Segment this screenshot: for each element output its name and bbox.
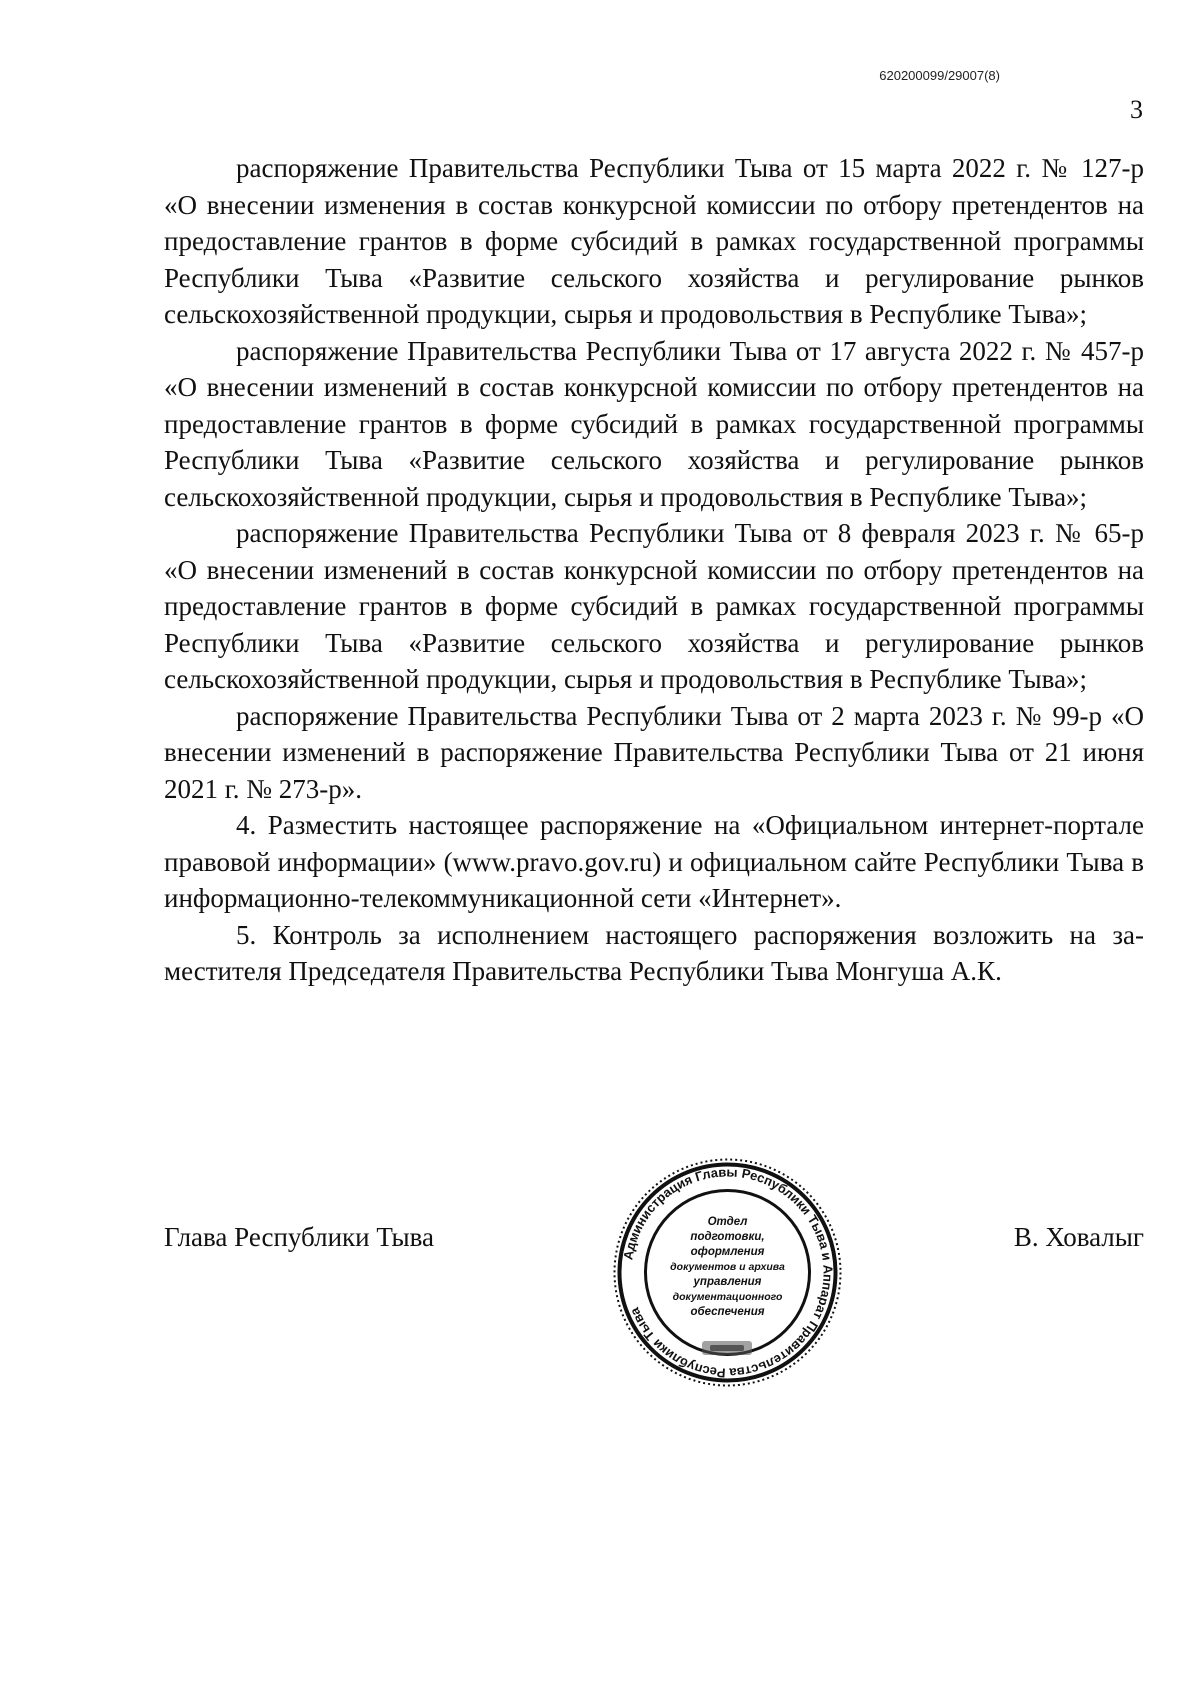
paragraph-order-127: распоряжение Правительства Республики Тыва от 15 марта 2022 г. № 127-р «О внесении изменения в состав конкурсной комиссии по отбору претендентов на предоставление грантов в форме субсидий в рамках государственной программы Республики Тыва «Развитие сельского хозяйства и регулирование рынков сельскохозяйственной продукции, сырья и продовольствия в Республике Тыва»; bbox=[164, 153, 1144, 329]
signatory-name: В. Ховалыг bbox=[1013, 1222, 1144, 1252]
paragraph-order-457: распоряжение Правительства Республики Тыва от 17 августа 2022 г. № 457-р «О внесении изменений в состав конкурсной комиссии по отбору претендентов на предоставление грантов в форме субсидий в рамках государственной программы Республики Тыва «Развитие сельского хозяйства и регулирование рынков сельскохозяйственной продукции, сырья и продовольствия в Республике Тыва»; bbox=[164, 335, 1144, 512]
seal-center-line: документов и архива bbox=[670, 1261, 785, 1273]
seal-center-line: оформления bbox=[690, 1246, 765, 1258]
seal-center-line: управления bbox=[693, 1276, 762, 1288]
paragraph-order-99: распоряжение Правительства Республики Тыва от 2 марта 2023 г. № 99-р «О внесении изменений в распоряжение Правительства Республики Тыва от 21 июня 2021 г. № 273-р». bbox=[164, 700, 1144, 804]
official-seal-stamp bbox=[610, 1155, 845, 1390]
signatory-title: Глава Республики Тыва bbox=[164, 1222, 435, 1252]
document-body bbox=[164, 150, 1144, 990]
seal-center-line: обеспечения bbox=[690, 1306, 765, 1318]
seal-ring-text: Администрация Главы Республики Тыва и Аппарат Правительства Республики Тыва bbox=[620, 1164, 836, 1381]
paragraph-item-5: 5. Контроль за исполнением настоящего распоряжения возложить на заместителя Председателя Правительства Республики Тыва Монгуша А.К. bbox=[164, 919, 1144, 986]
seal-center-line: Отдел bbox=[707, 1216, 748, 1228]
paragraph-item-4: 4. Разместить настоящее распоряжение на «Официальном интернет-портале правовой информации» (www.pravo.gov.ru) и официальном сайте Республики Тыва в информационно-телекоммуникационной сети «Интернет». bbox=[164, 810, 1144, 913]
seal-emblem-smudge bbox=[702, 1341, 752, 1355]
seal-center-text bbox=[670, 1216, 785, 1318]
seal-center-line: подготовки, bbox=[690, 1231, 765, 1243]
document-registration-code: 620200099/29007(8) bbox=[879, 68, 1000, 83]
page-number: 3 bbox=[1130, 95, 1143, 124]
seal-center-line: документационного bbox=[672, 1291, 783, 1303]
paragraph-order-65: распоряжение Правительства Республики Тыва от 8 февраля 2023 г. № 65-р «О внесении изменений в состав конкурсной комиссии по отбору претендентов на предоставление грантов в форме субсидий в рамках государственной программы Республики Тыва «Развитие сельского хозяйства и регулирование рынков сельскохозяйственной продукции, сырья и продовольствия в Республике Тыва»; bbox=[164, 518, 1144, 694]
